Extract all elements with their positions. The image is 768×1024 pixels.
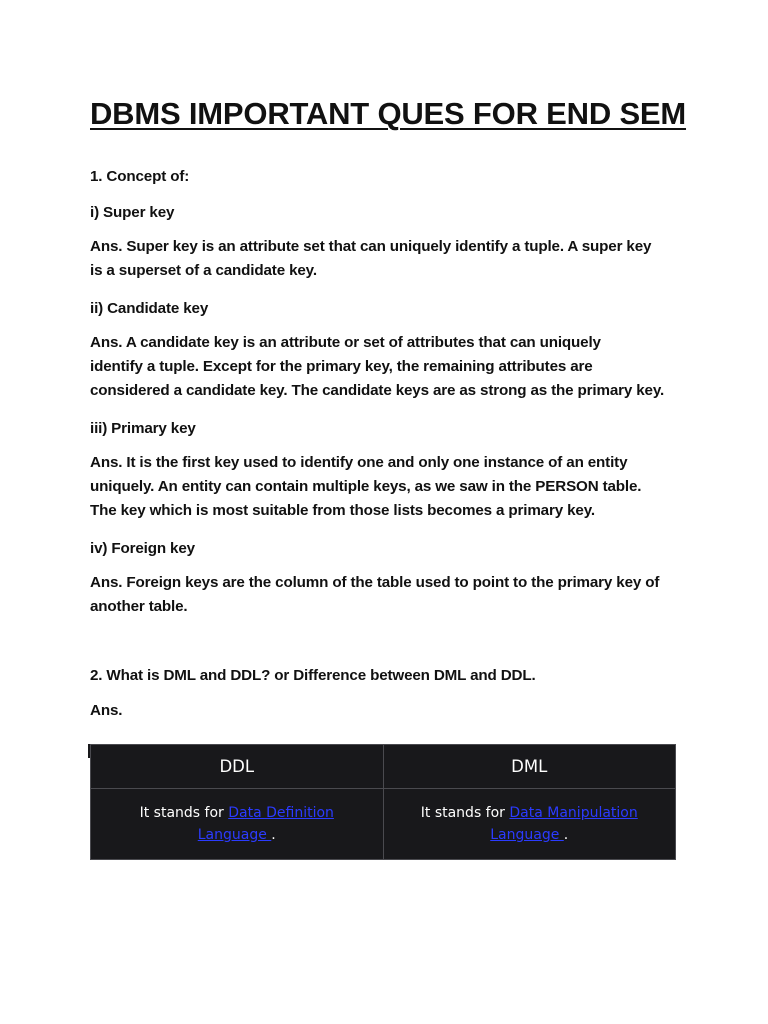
primary-key-label: iii) Primary key xyxy=(90,420,196,437)
table-row xyxy=(91,789,676,860)
foreign-key-answer xyxy=(90,571,682,619)
cell-text: . xyxy=(271,827,276,843)
super-key-label: i) Super key xyxy=(90,204,175,221)
super-key-answer xyxy=(90,235,682,283)
foreign-key-label: iv) Foreign key xyxy=(90,540,195,557)
answer-line: another table. xyxy=(90,598,188,616)
ddl-definition-link[interactable]: Data Definition Language xyxy=(197,805,334,843)
cell-text: It stands for xyxy=(139,805,229,821)
primary-key-answer xyxy=(90,451,682,524)
answer-line: considered a candidate key. The candidate keys are as strong as the primary key. xyxy=(90,382,665,400)
table-header-ddl: DDL xyxy=(91,745,384,789)
q1-heading: 1. Concept of: xyxy=(90,168,190,185)
cell-text: It stands for xyxy=(420,805,510,821)
document-page xyxy=(90,0,690,1024)
answer-line: Ans. Foreign keys are the column of the table used to point to the primary key of xyxy=(90,574,660,591)
candidate-key-answer xyxy=(90,331,682,404)
dml-definition-link[interactable]: Data Manipulation Language xyxy=(490,805,638,843)
answer-line: uniquely. An entity can contain multiple keys, as we saw in the PERSON table. xyxy=(90,478,642,496)
candidate-key-label: ii) Candidate key xyxy=(90,300,209,317)
q2-heading: 2. What is DML and DDL? or Difference between DML and DDL. xyxy=(90,667,536,684)
answer-line: The key which is most suitable from those lists becomes a primary key. xyxy=(90,502,595,520)
table-cell-ddl xyxy=(91,789,384,860)
cell-text: . xyxy=(563,827,569,843)
answer-line: identify a tuple. Except for the primary key, the remaining attributes are xyxy=(90,358,593,376)
table-header-row xyxy=(91,745,676,789)
answer-line: Ans. A candidate key is an attribute or set of attributes that can uniquely xyxy=(90,334,601,351)
table-header-dml: DML xyxy=(383,745,676,789)
answer-line: Ans. It is the first key used to identify one and only one instance of an entity xyxy=(90,454,628,471)
answer-line: Ans. Super key is an attribute set that can uniquely identify a tuple. A super key xyxy=(90,238,652,255)
answer-line: is a superset of a candidate key. xyxy=(90,262,317,280)
page-title: DBMS IMPORTANT QUES FOR END SEM xyxy=(90,96,687,131)
ddl-dml-comparison-table xyxy=(90,744,676,860)
q2-answer-label: Ans. xyxy=(90,702,123,719)
table-cell-dml xyxy=(383,789,676,860)
